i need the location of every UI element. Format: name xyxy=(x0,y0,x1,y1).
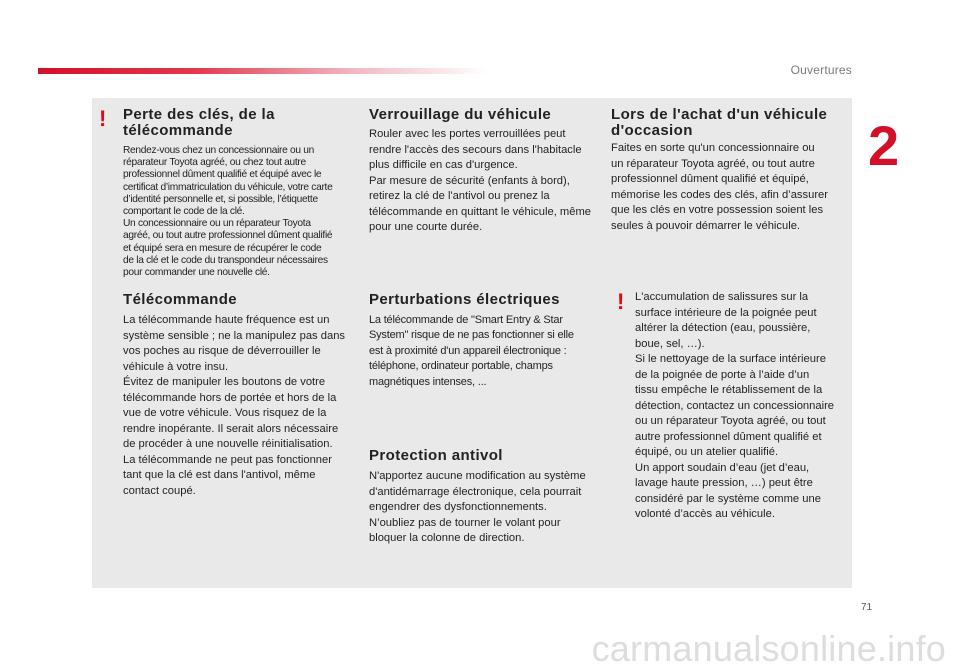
interference-title: Perturbations électriques xyxy=(369,291,560,308)
warning-icon: ! xyxy=(99,106,107,131)
interference-body: La télécommande de "Smart Entry & Star System" risque de ne pas fonctionner si elle est à proximité d'un appareil électronique : téléphone, ordinateur portable, champs magnétiques intenses, ... xyxy=(369,314,574,388)
antitheft-body: N'apportez aucune modification au système d'antidémarrage électronique, cela pourrait engendrer des dysfonctionnements. N’oubliez pas de tourner le volant pour bloquer la colonne de direction. xyxy=(369,470,586,544)
chapter-number: 2 xyxy=(868,114,900,177)
watermark: carmanualsonline.info xyxy=(591,628,946,669)
header-accent-bar xyxy=(38,68,488,74)
remote-body: La télécommande haute fréquence est un système sensible ; ne la manipulez pas dans vos poches au risque de déverrouiller le véhicule à votre insu. Évitez de manipuler les boutons de votre télécommande hors de portée et hors de la vue de votre véhicule. Vous risquez de la rendre inopérante. Il serait alors nécessaire de procéder à une nouvelle réinitialisation. La télécommande ne peut pas fonctionner tant que la clé est dans l'antivol, même contact coupé. xyxy=(123,314,346,497)
warning-icon: ! xyxy=(617,289,625,314)
remote-title: Télécommande xyxy=(123,291,238,308)
lost-keys-body: Rendez-vous chez un concessionnaire ou un réparateur Toyota agréé, ou chez tout autre professionnel dûment qualifié et équipé avec le certificat d’immatriculation du véhicule, votre carte d’identité personnelle et, si possible, l’étiquette comportant le code de la clé. Un concessionnaire ou un réparateur Toyota agréé, ou tout autre professionnel dûment qualifié et équipé sera en mesure de récupérer le code de la clé et le code du transpondeur nécessaires pour commander une nouvelle clé. xyxy=(123,145,333,279)
dirt-warning-body: L'accumulation de salissures sur la surface intérieure de la poignée peut altérer la détection (eau, poussière, boue, sel, …). Si le nettoyage de la surface intérieure de la poignée de porte à l’aide d’un tissu empêche le rétablissement de la détection, contactez un concessionnaire ou un réparateur Toyota agréé, ou tout autre professionnel dûment qualifié et équipé, ou un atelier qualifié. Un apport soudain d’eau (jet d’eau, lavage haute pression, …) peut être considéré par le système comme une volonté d’accès au véhicule. xyxy=(635,291,835,520)
locking-body: Rouler avec les portes verrouillées peut rendre l'accès des secours dans l'habitacle plus difficile en cas d'urgence. Par mesure de sécurité (enfants à bord), retirez la clé de l'antivol ou prenez la télécommande en quittant le véhicule, même pour une courte durée. xyxy=(369,128,592,233)
section-title: Ouvertures xyxy=(790,63,852,77)
used-vehicle-body: Faites en sorte qu'un concessionnaire ou un réparateur Toyota agréé, ou tout autre professionnel dûment qualifié et équipé, mémorise les codes des clés, afin d’assurer que les clés en votre possession soient les seules à pouvoir démarrer le véhicule. xyxy=(611,142,829,232)
antitheft-title: Protection antivol xyxy=(369,447,503,464)
locking-title: Verrouillage du véhicule xyxy=(369,106,552,123)
page-number: 71 xyxy=(861,602,873,613)
used-vehicle-title: Lors de l'achat d'un véhicule d'occasion xyxy=(611,106,828,139)
lost-keys-title: Perte des clés, de la télécommande xyxy=(123,106,275,139)
